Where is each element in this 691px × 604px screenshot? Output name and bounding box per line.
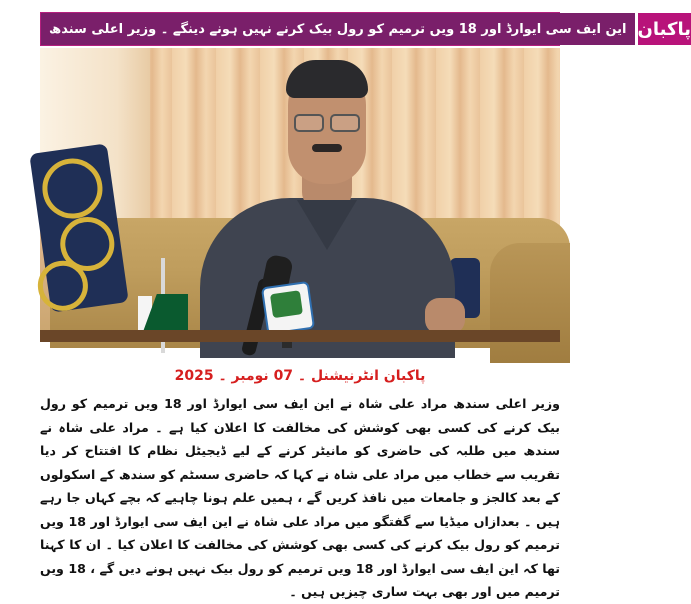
table-edge <box>40 330 560 342</box>
headline: این ایف سی ایوارڈ اور 18 ویں ترمیم کو رول بیک کرنے نہیں ہونے دینگے ۔ وزیر اعلی سندھ <box>41 13 635 45</box>
glasses-lens <box>330 114 360 132</box>
person-hand <box>425 298 465 334</box>
news-photo <box>40 48 560 340</box>
brand-logo: پاکبان <box>635 13 691 45</box>
tv-microphone-icon <box>261 281 315 335</box>
glasses-lens <box>294 114 324 132</box>
dateline: پاکبان انٹرنیشنل ۔ 07 نومبر ۔ 2025 <box>174 368 426 384</box>
person-mustache <box>312 144 342 152</box>
tv-logo <box>270 290 303 318</box>
glasses-icon <box>294 114 360 130</box>
cushion-pattern <box>39 155 107 223</box>
sofa-arm <box>490 243 570 363</box>
person-hair <box>286 60 368 98</box>
article-body: وزیر اعلی سندھ مراد علی شاہ نے این ایف سی ایوارڈ اور 18 ویں ترمیم کو رول بیک کرنے کی کسی بھی کوشش کی مخالفت کا اعلان کیا ہے ۔ مراد علی شاہ نے سندھ میں طلبہ کی حاضری کو مانیٹر کرنے کے لیے ڈیجیٹل نظام کا افتتاح کر دیا تقریب سے خطاب میں مراد علی شاہ نے کہا کہ حاضری سسٹم کو سندھ کے اسکولوں کے بعد کالجز و جامعات میں نافذ کریں گے ، ہمیں علم ہونا چاہیے کہ بچے کہاں جا رہے ہیں ۔ بعدازاں میڈیا سے گفتگو میں مراد علی شاہ نے این ایف سی ایوارڈ اور 18 ویں ترمیم کو رول بیک کرنے کی کسی بھی کوشش کی مخالفت کا اعلان کیا ۔ ان کا کہنا تھا کہ این ایف سی ایوارڈ اور 18 ویں ترمیم کو رول بیک نہیں ہونے دیں گے ، 18 ویں ترمیم میں اور بھی بہت ساری چیزیں ہیں ۔ <box>40 396 560 599</box>
header-bar <box>40 12 691 46</box>
